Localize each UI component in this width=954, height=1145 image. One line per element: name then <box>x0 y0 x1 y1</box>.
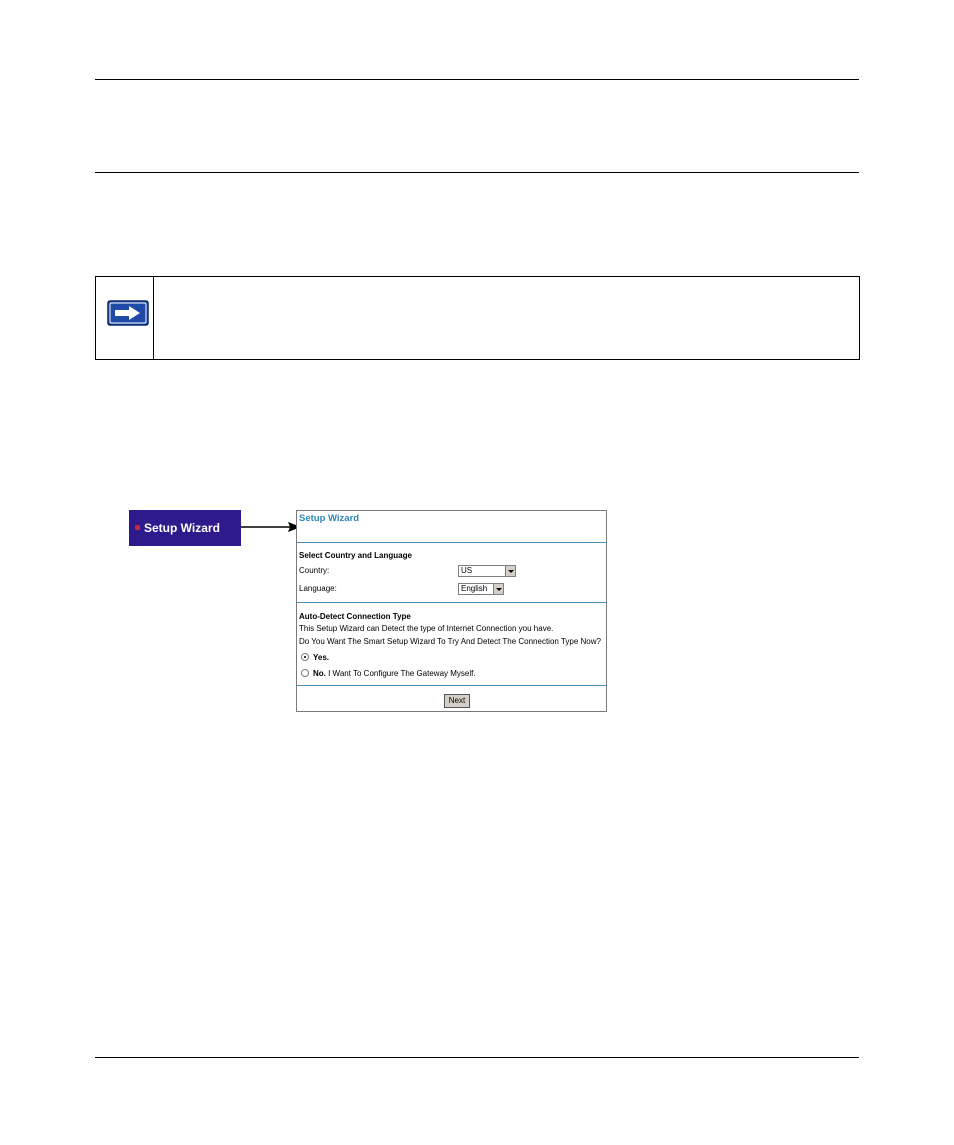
header-rule-bottom <box>95 172 859 173</box>
next-button[interactable]: Next <box>444 694 470 708</box>
section-divider <box>297 602 606 603</box>
auto-detect-heading: Auto-Detect Connection Type <box>299 612 411 621</box>
header-rule-top <box>95 79 859 80</box>
auto-detect-question: Do You Want The Smart Setup Wizard To Try And Detect The Connection Type Now? <box>299 637 601 646</box>
radio-yes-label: Yes. <box>313 653 330 662</box>
radio-no-label-rest: I Want To Configure The Gateway Myself. <box>325 669 476 678</box>
section-divider <box>297 685 606 686</box>
auto-detect-description: This Setup Wizard can Detect the type of Internet Connection you have. <box>299 624 554 633</box>
country-select-value: US <box>461 566 473 575</box>
arrow-right-icon <box>107 300 149 326</box>
setup-wizard-menu-label: Setup Wizard <box>144 521 220 535</box>
radio-no-label <box>313 669 476 678</box>
language-select[interactable] <box>458 583 504 595</box>
section-divider <box>297 542 606 543</box>
chevron-down-icon[interactable] <box>505 566 515 576</box>
setup-wizard-menu-button[interactable] <box>129 510 241 546</box>
chevron-down-icon[interactable] <box>493 584 503 594</box>
country-select[interactable] <box>458 565 516 577</box>
note-box <box>95 276 860 360</box>
radio-no-label-bold: No. <box>313 669 326 678</box>
menu-bullet-icon <box>135 525 140 530</box>
radio-yes[interactable] <box>301 653 309 661</box>
wizard-title: Setup Wizard <box>299 513 360 524</box>
note-divider <box>153 277 154 359</box>
radio-no[interactable] <box>301 669 309 677</box>
language-label: Language: <box>299 584 337 593</box>
footer-rule <box>95 1057 859 1058</box>
callout-arrow <box>241 515 301 535</box>
country-language-heading: Select Country and Language <box>299 551 412 560</box>
setup-wizard-panel <box>296 510 607 712</box>
language-select-value: English <box>461 584 488 593</box>
country-label: Country: <box>299 566 330 575</box>
